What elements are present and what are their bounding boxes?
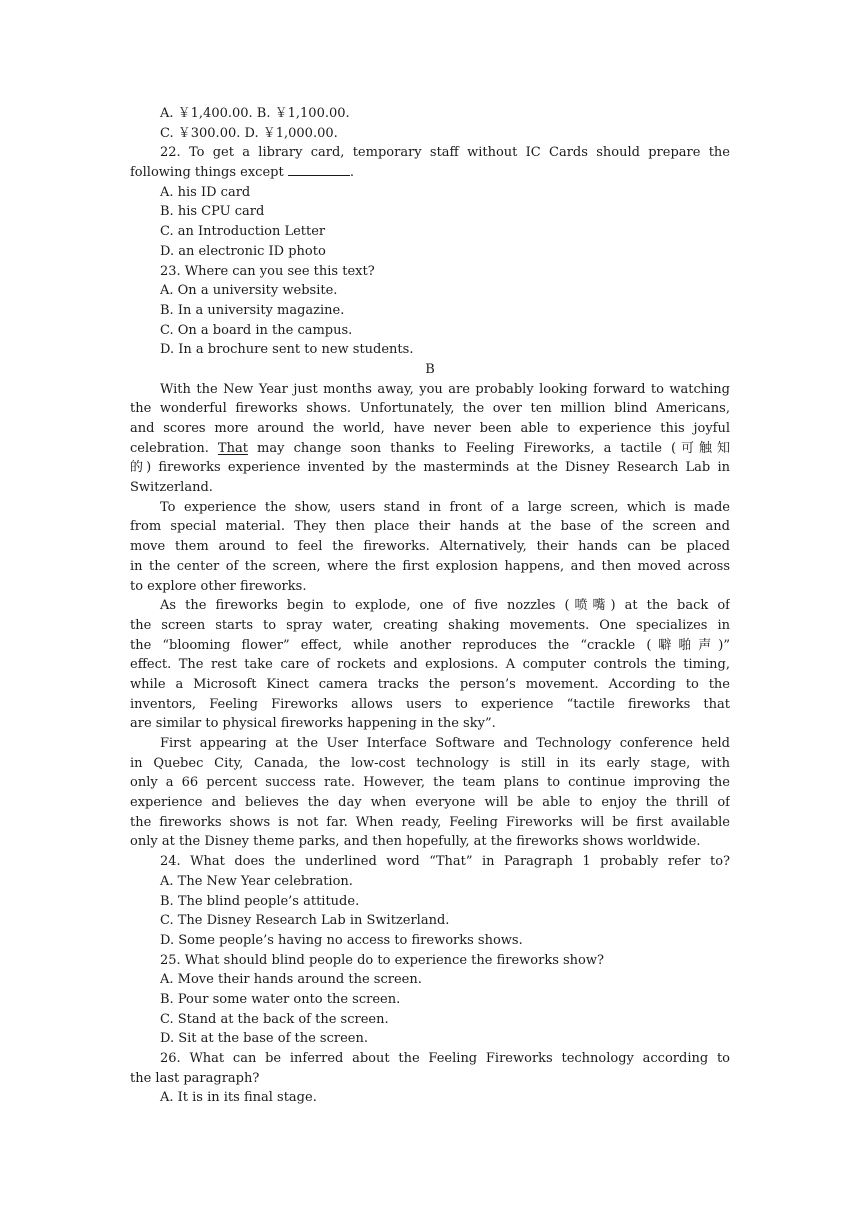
underlined-word: That xyxy=(217,440,248,456)
q26-option-a: A. It is in its final stage. xyxy=(160,1090,317,1106)
paragraph-line: from special material. They then place their hands at the base of the screen and xyxy=(130,519,730,535)
q25-option-d: D. Sit at the base of the screen. xyxy=(160,1031,368,1047)
q22-option-a: A. his ID card xyxy=(160,184,251,200)
q24-option-a: A. The New Year celebration. xyxy=(160,873,353,889)
paragraph-line xyxy=(130,439,730,459)
q26-stem-line-1: 26. What can be inferred about the Feeling Fireworks technology according to xyxy=(160,1051,730,1066)
q25-option-c: C. Stand at the back of the screen. xyxy=(160,1011,389,1027)
paragraph-line: to explore other fireworks. xyxy=(130,578,307,594)
paragraph-line: in the center of the screen, where the first explosion happens, and then moved across xyxy=(130,558,730,574)
paragraph-line: only at the Disney theme parks, and then hopefully, at the fireworks shows worldwide. xyxy=(130,834,701,850)
q24-option-b: B. The blind people’s attitude. xyxy=(160,893,360,909)
q23-option-b: B. In a university magazine. xyxy=(160,302,345,318)
q22-stem-line-2 xyxy=(130,163,730,183)
passage-paragraph-4 xyxy=(130,734,730,852)
q21-options-line-1: A. ￥1,400.00. B. ￥1,100.00. xyxy=(160,106,350,121)
section-heading: B xyxy=(425,361,435,377)
paragraph-line: inventors, Feeling Fireworks allows users to experience “tactile fireworks that xyxy=(130,696,730,712)
paragraph-text: may change soon thanks to Feeling Fireworks, a tactile (可触知 xyxy=(247,440,730,456)
paragraph-line: First appearing at the User Interface Software and Technology conference held xyxy=(160,736,730,751)
paragraph-line: As the fireworks begin to explode, one of five nozzles (喷嘴) at the back of xyxy=(160,598,730,614)
paragraph-text: celebration. xyxy=(130,440,218,456)
paragraph-line: To experience the show, users stand in front of a large screen, which is made xyxy=(160,499,730,515)
q22-stem-line-1: 22. To get a library card, temporary staff without IC Cards should prepare the xyxy=(160,145,730,161)
paragraph-line: in Quebec City, Canada, the low-cost technology is still in its early stage, with xyxy=(130,755,730,771)
q25-option-a: A. Move their hands around the screen. xyxy=(160,972,422,988)
q24-option-c: C. The Disney Research Lab in Switzerland. xyxy=(160,913,450,929)
paragraph-line: the “blooming flower” effect, while another reproduces the “crackle (噼啪声)” xyxy=(130,637,730,653)
q22-stem-prefix: following things except xyxy=(130,165,284,181)
paragraph-line: 的) fireworks experience invented by the masterminds at the Disney Research Lab in xyxy=(130,460,730,476)
q23-option-a: A. On a university website. xyxy=(160,283,338,299)
paragraph-line: move them around to feel the fireworks. Alternatively, their hands can be placed xyxy=(130,539,730,555)
paragraph-line: are similar to physical fireworks happening in the sky”. xyxy=(130,716,496,732)
q22-option-d: D. an electronic ID photo xyxy=(160,243,326,259)
q26-stem-line-2: the last paragraph? xyxy=(130,1070,260,1086)
q24-option-d: D. Some people’s having no access to fireworks shows. xyxy=(160,932,523,948)
paragraph-line: the screen starts to spray water, creating shaking movements. One specializes in xyxy=(130,617,730,633)
q24-stem: 24. What does the underlined word “That” in Paragraph 1 probably refer to? xyxy=(160,854,730,870)
q22-option-c: C. an Introduction Letter xyxy=(160,224,326,240)
q23-stem: 23. Where can you see this text? xyxy=(160,263,375,279)
q21-options-line-2: C. ￥300.00. D. ￥1,000.00. xyxy=(160,125,338,141)
paragraph-line: experience and believes the day when everyone will be able to enjoy the thrill of xyxy=(130,795,730,811)
document-page xyxy=(130,104,730,1108)
paragraph-line: the fireworks shows is not far. When ready, Feeling Fireworks will be first available xyxy=(130,814,730,830)
answer-blank xyxy=(288,163,350,176)
passage-paragraph-2 xyxy=(130,498,730,596)
paragraph-line: while a Microsoft Kinect camera tracks the person’s movement. According to the xyxy=(130,676,730,692)
passage-paragraph-3 xyxy=(130,596,730,734)
q23-option-d: D. In a brochure sent to new students. xyxy=(160,342,414,358)
q25-stem: 25. What should blind people do to experience the fireworks show? xyxy=(160,952,604,968)
paragraph-line: effect. The rest take care of rockets and explosions. A computer controls the timing, xyxy=(130,657,730,673)
paragraph-line: Switzerland. xyxy=(130,480,213,496)
q22-stem-suffix: . xyxy=(349,165,354,181)
paragraph-line: With the New Year just months away, you are probably looking forward to watching xyxy=(160,381,730,397)
paragraph-line: the wonderful fireworks shows. Unfortunately, the over ten million blind Americans, xyxy=(130,401,730,417)
paragraph-line: only a 66 percent success rate. However, the team plans to continue improving the xyxy=(130,775,730,791)
q23-option-c: C. On a board in the campus. xyxy=(160,322,353,338)
q25-option-b: B. Pour some water onto the screen. xyxy=(160,991,401,1007)
q22-option-b: B. his CPU card xyxy=(160,204,265,220)
paragraph-line: and scores more around the world, have never been able to experience this joyful xyxy=(130,421,730,436)
passage-paragraph-1 xyxy=(130,380,730,498)
